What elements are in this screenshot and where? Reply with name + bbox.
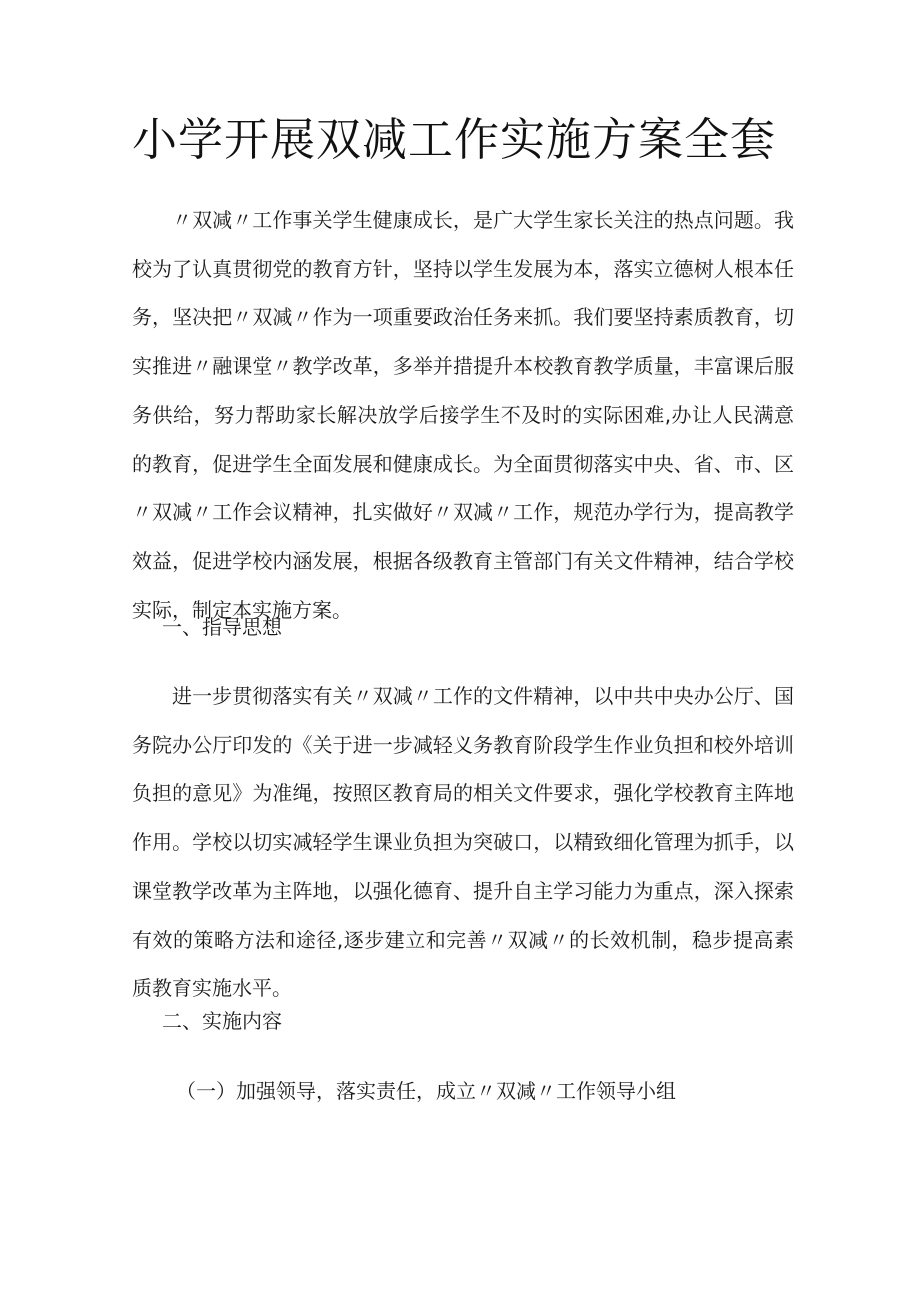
section-heading-implementation: 二、实施内容	[162, 1009, 282, 1033]
intro-paragraph: 〃双减〃工作事关学生健康成长，是广大学生家长关注的热点问题。我校为了认真贯彻党的教育方针，坚持以学生发展为本，落实立德树人根本任务，坚决把〃双减〃作为一项重要政治任务来抓。我们要坚持素质教育，切实推进〃融课堂〃教学改革，多举并措提升本校教育教学质量，丰富课后服务供给，努力帮助家长解决放学后接学生不及时的实际困难,办让人民满意的教育，促进学生全面发展和健康成长。为全面贯彻落实中央、省、市、区〃双减〃工作会议精神，扎实做好〃双减〃工作，规范办学行为，提高教学效益，促进学校内涵发展，根据各级教育主管部门有关文件精神，结合学校实际，制定本实施方案。	[132, 208, 794, 622]
subsection-heading-leadership: （一）加强领导，落实责任，成立〃双减〃工作领导小组	[176, 1079, 676, 1103]
guiding-ideology-paragraph: 进一步贯彻落实有关〃双减〃工作的文件精神，以中共中央办公厅、国务院办公厅印发的《关于进一步减轻义务教育阶段学生作业负担和校外培训负担的意见》为准绳，按照区教育局的相关文件要求，强化学校教育主阵地作用。学校以切实减轻学生课业负担为突破口，以精致细化管理为抓手，以课堂教学改革为主阵地，以强化德育、提升自主学习能力为重点，深入探索有效的策略方法和途径,逐步建立和完善〃双减〃的长效机制，稳步提高素质教育实施水平。	[132, 684, 794, 1001]
document-title: 小学开展双减工作实施方案全套	[132, 113, 777, 166]
section-heading-guiding-ideology: 一、指导思想	[162, 615, 282, 639]
